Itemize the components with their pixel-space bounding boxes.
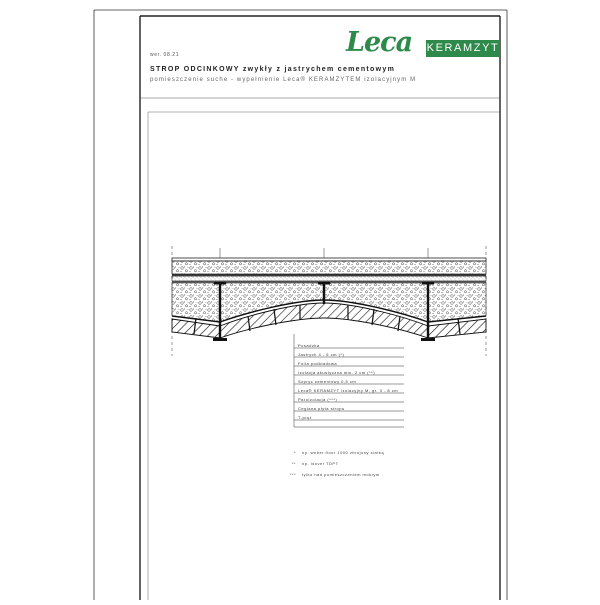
layer-label: Paroizolacja (***) — [298, 397, 338, 402]
layer-label: Ceglana płyta stropu — [298, 406, 345, 411]
layer-label: Posadzka — [298, 343, 320, 348]
drawing-subtitle: pomieszczenie suche - wypełnienie Leca® KERAMZYTEM izolacyjnym M — [150, 77, 417, 83]
layer-label: Jastrych 4 - 6 cm (*) — [298, 352, 345, 357]
layer-label: Szpryc cementowy 0,5 cm — [298, 379, 357, 384]
layer-label: Izolacja akustyczna min. 2 cm (**) — [298, 370, 376, 375]
keramzyt-logo-badge: KERAMZYT — [426, 40, 500, 57]
version-label: wer. 08.21 — [150, 52, 180, 58]
floor-cross-section — [172, 246, 486, 356]
footnote — [282, 472, 380, 477]
leca-logo-wordmark: Leca — [346, 27, 413, 58]
layer-label: Folia podkładowa — [298, 361, 338, 366]
footnote-mark: ** — [291, 461, 296, 466]
footnote-mark: * — [293, 450, 296, 455]
footnote — [282, 450, 384, 455]
footnote-text: np. weber.floor 1000 zbrojony siatką — [302, 450, 385, 455]
layer-label: Leca® KERAMZYT izolacyjny M, gr. 3 - 8 cm — [298, 388, 399, 393]
footnote-mark: *** — [289, 472, 296, 477]
drawing-title: STROP ODCINKOWY zwykły z jastrychem cementowym — [150, 66, 396, 73]
layer-label: T-pręt — [298, 415, 312, 420]
footnote-text: np. Isover TDPT — [302, 461, 339, 466]
footnote-text: tylko nad pomieszczeniem mokrym — [302, 472, 380, 477]
footnote — [282, 461, 339, 466]
